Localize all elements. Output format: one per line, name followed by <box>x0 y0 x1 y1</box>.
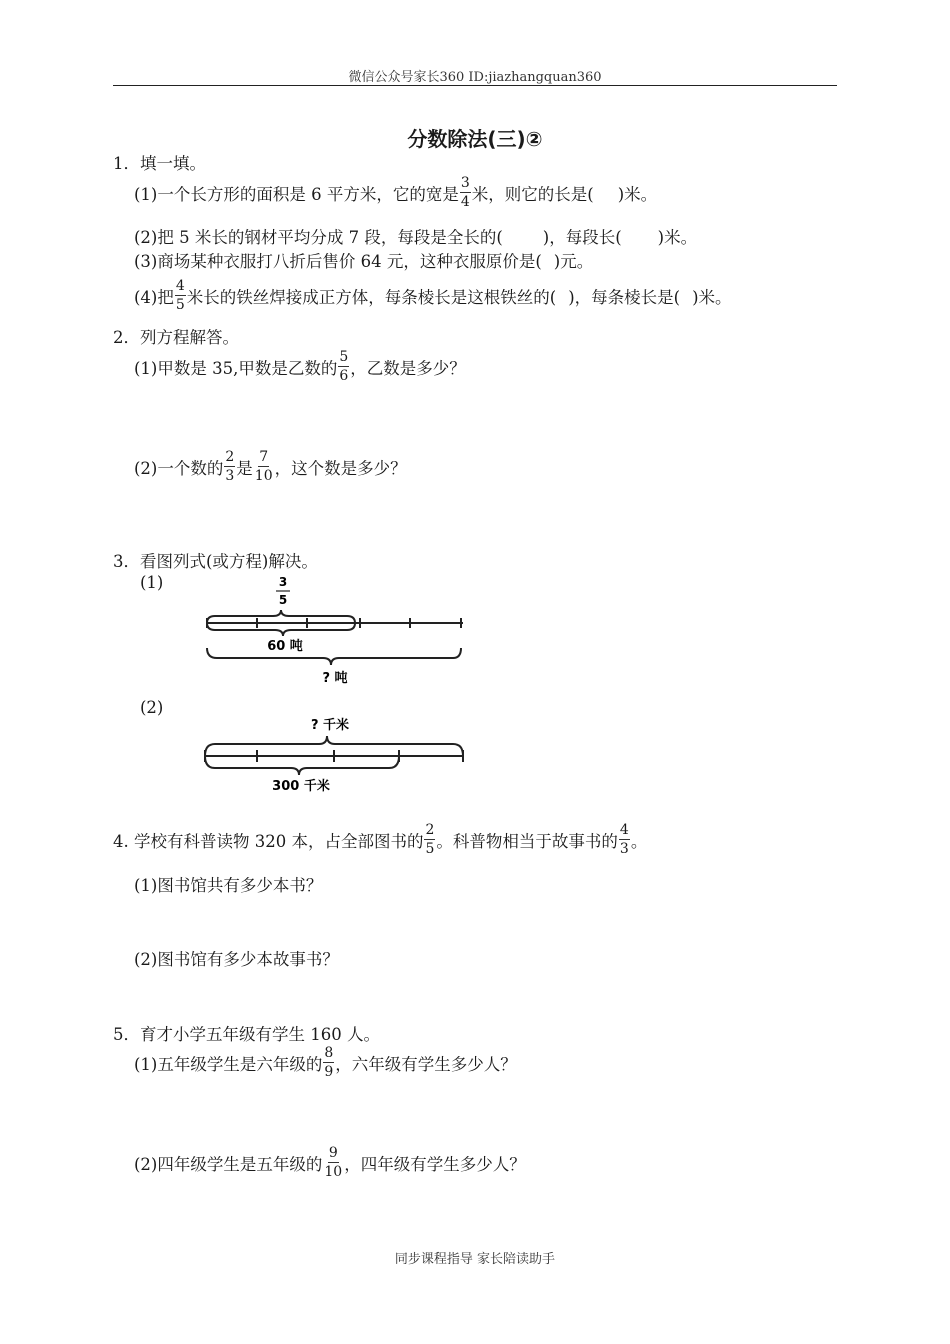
label-60-tons: 60 吨 <box>267 639 303 654</box>
q5-item-2-text-b: ，四年级有学生多少人？ <box>344 1154 526 1174</box>
fraction <box>323 1046 334 1079</box>
q3-diagram-2-label: (2) <box>140 698 164 717</box>
q5-item-2-text-a: (2)四年级学生是五年级的 <box>134 1154 323 1174</box>
brace-bottom-inner <box>207 623 355 636</box>
label-unknown-tons: ? 吨 <box>322 671 348 686</box>
q1-item-4-text-d: )米。 <box>692 287 732 307</box>
q2-heading: 2．列方程解答。 <box>113 328 239 347</box>
numerator: 2 <box>225 449 235 465</box>
q2-item-2-text-c: ，这个数是多少？ <box>274 458 407 478</box>
q1-item-3-text-a: (3)商场某种衣服打八折后售价 64 元，这种衣服原价是( <box>134 252 542 271</box>
q2-item-1-text-a: (1)甲数是 35,甲数是乙数的 <box>134 358 338 378</box>
denominator: 3 <box>225 468 235 484</box>
page-header: 微信公众号家长360 ID:jiazhangquan360 <box>348 70 602 85</box>
q4-heading <box>113 823 647 856</box>
q4-item-1: (1)图书馆共有多少本书？ <box>134 876 323 895</box>
q1-item-4-text-b: 米长的铁丝焊接成正方体，每条棱长是这根铁丝的( <box>186 287 557 307</box>
q3-diagram-2 <box>195 712 475 796</box>
q4-heading-text-a: 4. 学校有科普读物 320 本，占全部图书的 <box>113 831 424 851</box>
fraction <box>224 450 235 483</box>
q3-diagram-1-label: (1) <box>140 573 164 592</box>
fraction-denominator: 5 <box>278 593 288 607</box>
q4-heading-text-b: 。科普物相当于故事书的 <box>436 831 618 851</box>
numerator: 8 <box>324 1045 334 1061</box>
q5-item-1-text-b: ，六年级有学生多少人？ <box>335 1054 517 1074</box>
q1-item-4-text-c: )，每条棱长是( <box>568 287 681 307</box>
q2-item-2-text-b: 是 <box>236 458 253 478</box>
denominator: 10 <box>254 468 273 484</box>
brace-bottom <box>205 756 399 775</box>
fraction <box>424 823 435 856</box>
numerator: 2 <box>425 822 435 838</box>
brace-bottom-outer <box>207 648 461 665</box>
fraction-numerator: 3 <box>278 575 288 589</box>
q1-item-1-text-a: (1)一个长方形的面积是 6 平方米，它的宽是 <box>134 184 459 204</box>
numerator: 5 <box>339 349 349 365</box>
q4-item-2: (2)图书馆有多少本故事书？ <box>134 950 339 969</box>
label-300-km: 300 千米 <box>272 779 330 794</box>
q4-heading-text-c: 。 <box>630 831 648 851</box>
q2-item-1 <box>134 350 466 383</box>
numerator: 3 <box>460 175 470 191</box>
fraction <box>619 823 630 856</box>
q5-item-2 <box>134 1146 526 1179</box>
q1-item-2-text-b: )，每段长( <box>542 228 622 247</box>
q1-item-1-text-c: )米。 <box>617 184 658 204</box>
q5-item-1 <box>134 1046 517 1079</box>
q1-item-4 <box>134 279 732 312</box>
fraction <box>338 350 349 383</box>
numerator: 4 <box>175 278 185 294</box>
fraction <box>323 1146 343 1179</box>
q1-item-2-text-a: (2)把 5 米长的钢材平均分成 7 段，每段是全长的( <box>134 228 503 247</box>
q1-item-4-text-a: (4)把 <box>134 287 174 307</box>
q1-item-3 <box>134 248 593 272</box>
fraction <box>254 450 274 483</box>
denominator: 3 <box>619 841 629 857</box>
numerator: 9 <box>328 1145 338 1161</box>
q3-heading: 3．看图列式(或方程)解决。 <box>113 552 318 571</box>
brace-top <box>207 610 355 623</box>
denominator: 9 <box>324 1064 334 1080</box>
denominator: 6 <box>339 368 349 384</box>
q5-item-1-text-a: (1)五年级学生是六年级的 <box>134 1054 323 1074</box>
q1-item-2-text-c: )米。 <box>657 228 698 247</box>
q1-item-3-text-b: )元。 <box>553 252 594 271</box>
q2-item-2 <box>134 450 407 483</box>
denominator: 5 <box>175 297 185 313</box>
q5-heading: 5．育才小学五年级有学生 160 人。 <box>113 1025 380 1044</box>
numerator: 4 <box>619 822 629 838</box>
q2-item-2-text-a: (2)一个数的 <box>134 458 224 478</box>
q2-item-1-text-b: ，乙数是多少？ <box>350 358 466 378</box>
numerator: 7 <box>259 449 269 465</box>
header-rule <box>113 85 837 86</box>
page-footer: 同步课程指导 家长陪读助手 <box>394 1252 556 1267</box>
worksheet-title: 分数除法(三)② <box>407 127 543 151</box>
q1-item-1-text-b: 米，则它的长是( <box>471 184 594 204</box>
denominator: 4 <box>460 194 470 210</box>
denominator: 10 <box>324 1164 343 1180</box>
q1-heading: 1．填一填。 <box>113 154 206 173</box>
q1-item-2 <box>134 224 697 248</box>
fraction <box>175 279 186 312</box>
q1-item-1 <box>134 176 657 209</box>
fraction <box>460 176 471 209</box>
denominator: 5 <box>425 841 435 857</box>
label-unknown-km: ? 千米 <box>310 718 350 733</box>
q3-diagram-1 <box>195 568 475 688</box>
